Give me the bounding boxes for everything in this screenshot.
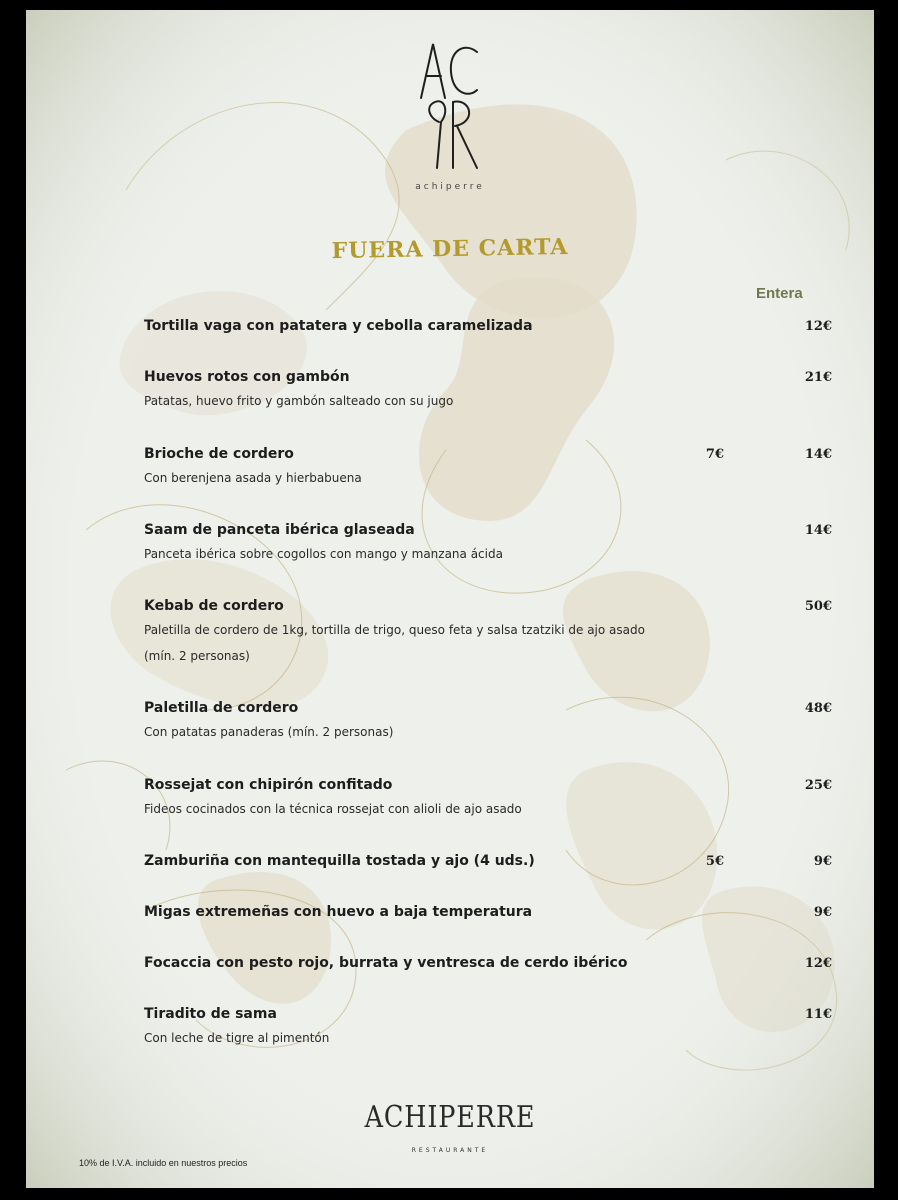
item-name: Saam de panceta ibérica glaseada bbox=[144, 522, 415, 538]
vat-footnote: 10% de I.V.A. incluido en nuestros precios bbox=[79, 1158, 248, 1168]
item-name: Paletilla de cordero bbox=[144, 700, 299, 716]
item-name: Rossejat con chipirón confitado bbox=[144, 777, 393, 793]
item-half-price: 7€ bbox=[705, 447, 724, 462]
menu-item bbox=[144, 522, 832, 567]
item-name: Huevos rotos con gambón bbox=[144, 369, 350, 385]
item-price: 50€ bbox=[804, 599, 832, 614]
item-price: 9€ bbox=[813, 854, 832, 869]
item-price: 9€ bbox=[813, 905, 832, 920]
achiperre-monogram-icon bbox=[415, 38, 485, 178]
item-description-note: (mín. 2 personas) bbox=[144, 649, 250, 663]
item-half-price: 5€ bbox=[705, 854, 724, 869]
item-description: Patatas, huevo frito y gambón salteado con su jugo bbox=[144, 394, 454, 408]
item-name: Focaccia con pesto rojo, burrata y ventresca de cerdo ibérico bbox=[144, 955, 628, 971]
menu-item bbox=[144, 1006, 832, 1051]
menu-item bbox=[144, 955, 832, 971]
item-price: 11€ bbox=[804, 1007, 832, 1022]
logo-subtitle: achiperre bbox=[415, 182, 485, 192]
item-description: Panceta ibérica sobre cogollos con mango y manzana ácida bbox=[144, 547, 503, 561]
menu-item bbox=[144, 853, 832, 869]
logo-bottom bbox=[26, 1100, 874, 1154]
item-name: Brioche de cordero bbox=[144, 446, 294, 462]
item-price: 14€ bbox=[804, 447, 832, 462]
item-description: Con leche de tigre al pimentón bbox=[144, 1031, 330, 1045]
item-name: Tiradito de sama bbox=[144, 1006, 277, 1022]
item-price: 48€ bbox=[804, 701, 832, 716]
menu-page bbox=[26, 10, 874, 1188]
menu-item bbox=[144, 777, 832, 822]
item-description: Fideos cocinados con la técnica rossejat con alioli de ajo asado bbox=[144, 802, 522, 816]
item-name: Tortilla vaga con patatera y cebolla caramelizada bbox=[144, 318, 533, 334]
logo-top bbox=[26, 38, 874, 192]
brand-wordmark: ACHIPERRE bbox=[364, 1100, 536, 1135]
item-price: 12€ bbox=[804, 956, 832, 971]
item-description: Con patatas panaderas (mín. 2 personas) bbox=[144, 725, 394, 739]
item-description: Paletilla de cordero de 1kg, tortilla de trigo, queso feta y salsa tzatziki de ajo asado bbox=[144, 623, 645, 637]
menu-item bbox=[144, 446, 832, 491]
menu-item bbox=[144, 904, 832, 920]
item-name: Kebab de cordero bbox=[144, 598, 284, 614]
menu-item bbox=[144, 369, 832, 414]
item-name: Migas extremeñas con huevo a baja temperatura bbox=[144, 904, 533, 920]
brand-subtitle: RESTAURANTE bbox=[411, 1147, 489, 1154]
item-price: 25€ bbox=[804, 778, 832, 793]
column-header-entera: Entera bbox=[756, 285, 803, 302]
menu-item bbox=[144, 598, 832, 669]
item-price: 14€ bbox=[804, 523, 832, 538]
item-name: Zamburiña con mantequilla tostada y ajo (4 uds.) bbox=[144, 853, 535, 869]
menu-item bbox=[144, 318, 832, 334]
item-price: 12€ bbox=[804, 319, 832, 334]
item-description: Con berenjena asada y hierbabuena bbox=[144, 471, 362, 485]
menu-item bbox=[144, 700, 832, 745]
page-title: FUERA DE CARTA bbox=[331, 233, 569, 265]
item-price: 21€ bbox=[804, 370, 832, 385]
